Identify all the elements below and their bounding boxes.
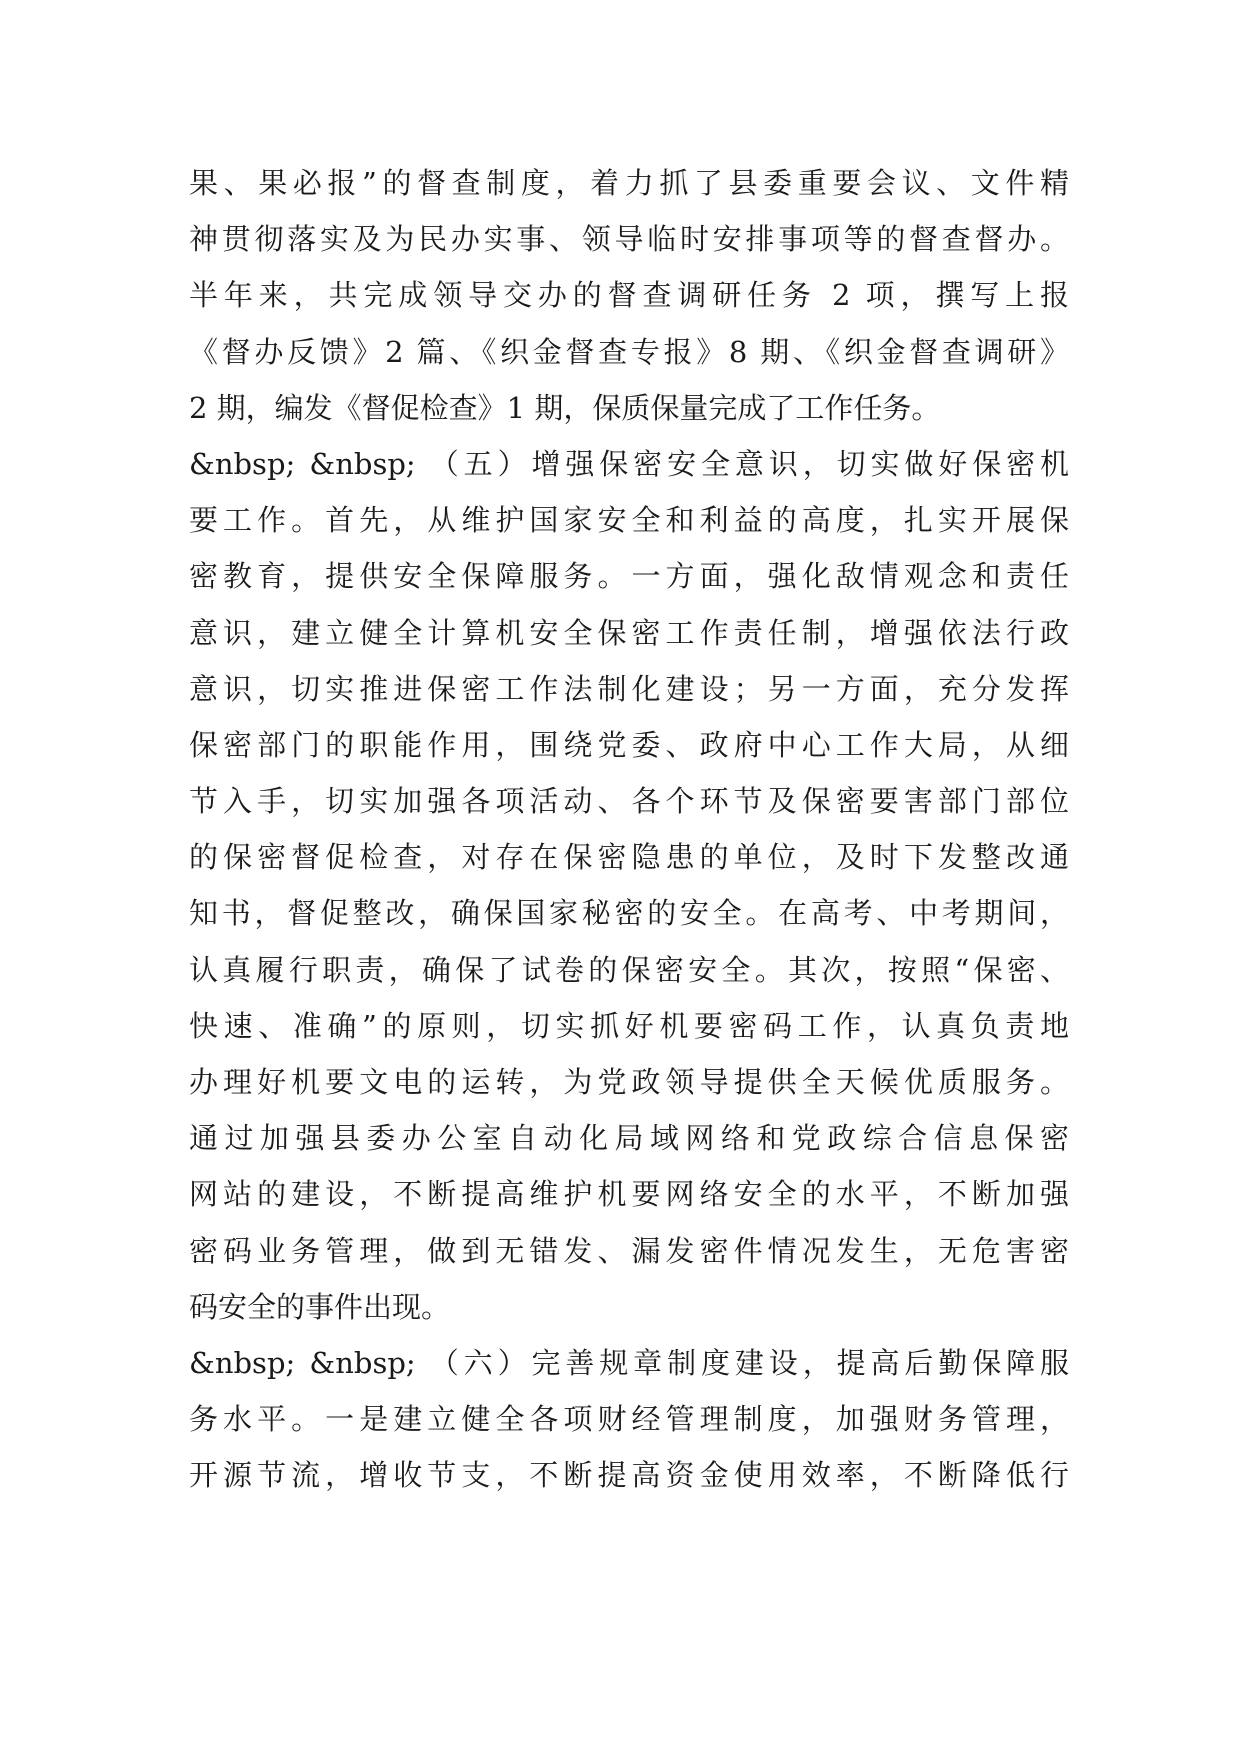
text-line: 的保密督促检查，对存在保密隐患的单位，及时下发整改通 [189,840,1069,875]
text-line: &nbsp; &nbsp; （五）增强保密安全意识，切实做好保密机 [189,446,1069,481]
text-line: 务水平。一是建立健全各项财经管理制度，加强财务管理， [189,1402,1069,1437]
text-line: 意识，切实推进保密工作法制化建设；另一方面，充分发挥 [189,671,1069,706]
text-line: 知书，督促整改，确保国家秘密的安全。在高考、中考期间， [189,896,1069,931]
text-line: 2 期，编发《督促检查》1 期，保质保量完成了工作任务。 [189,390,941,425]
text-line: 保密部门的职能作用，围绕党委、政府中心工作大局，从细 [189,727,1069,762]
text-line: 认真履行职责，确保了试卷的保密安全。其次，按照“保密、 [189,952,1069,987]
text-line: 快速、准确”的原则，切实抓好机要密码工作，认真负责地 [189,1008,1069,1043]
text-line: 开源节流，增收节支，不断提高资金使用效率，不断降低行 [189,1458,1069,1493]
text-line: 果、果必报”的督查制度，着力抓了县委重要会议、文件精 [189,166,1069,200]
text-line: 《督办反馈》2 篇、《织金督查专报》8 期、《织金督查调研》 [189,334,1069,369]
text-line: 意识，建立健全计算机安全保密工作责任制，增强依法行政 [189,615,1069,650]
text-line: 通过加强县委办公室自动化局域网络和党政综合信息保密 [189,1121,1069,1156]
text-line: 码安全的事件出现。 [189,1289,451,1324]
text-line: 节入手，切实加强各项活动、各个环节及保密要害部门部位 [189,784,1069,819]
text-line: 密码业务管理，做到无错发、漏发密件情况发生，无危害密 [189,1233,1069,1268]
text-line: 半年来，共完成领导交办的督查调研任务 2 项，撰写上报 [189,278,1069,313]
text-line: 办理好机要文电的运转，为党政领导提供全天候优质服务。 [189,1065,1069,1099]
text-line: 密教育，提供安全保障服务。一方面，强化敌情观念和责任 [189,559,1069,594]
text-line: 神贯彻落实及为民办实事、领导临时安排事项等的督查督办。 [189,222,1069,257]
text-line: 要工作。首先，从维护国家安全和利益的高度，扎实开展保 [189,503,1069,538]
text-line: 网站的建设，不断提高维护机要网络安全的水平，不断加强 [189,1177,1069,1212]
body-text [189,155,1069,1504]
text-line: &nbsp; &nbsp; （六）完善规章制度建设，提高后勤保障服 [189,1345,1069,1380]
